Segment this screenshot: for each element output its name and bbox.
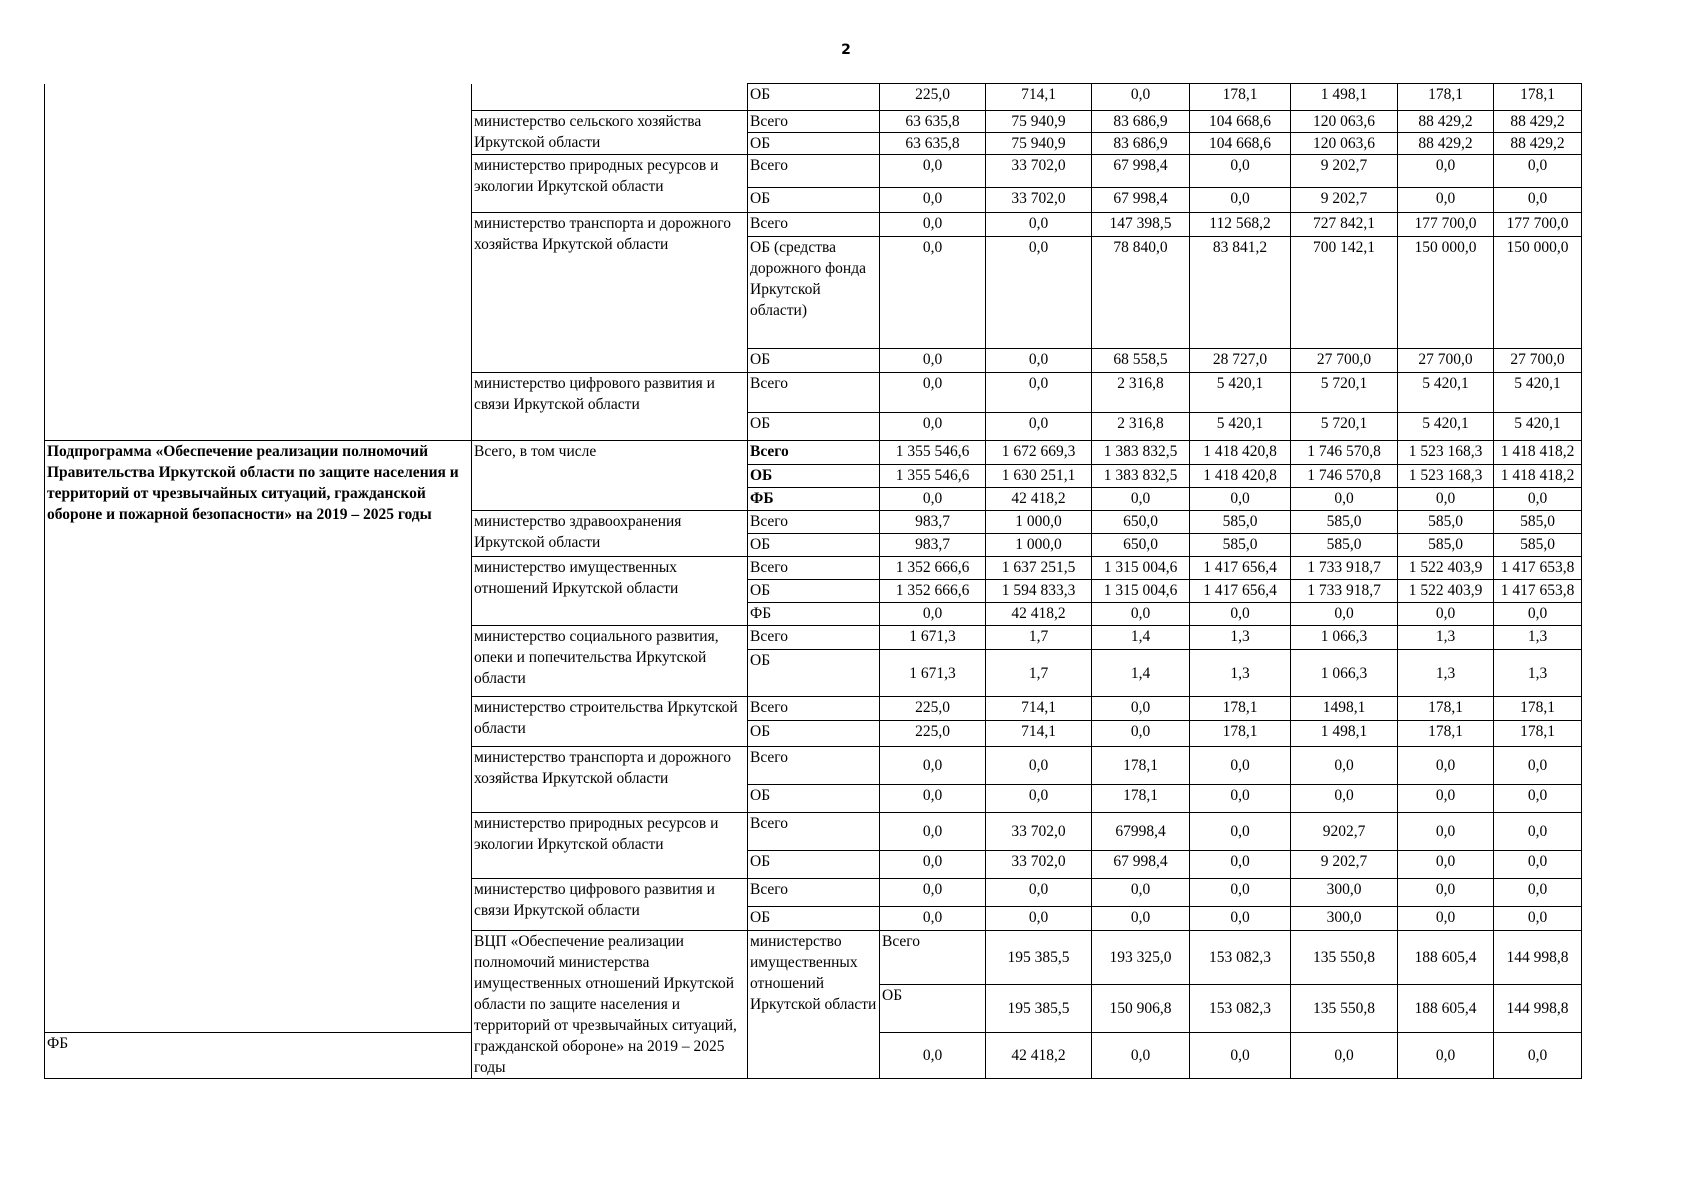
value-cell: 0,0 [1398,603,1494,626]
value-cell: 1 671,3 [880,626,986,650]
value-cell: 983,7 [880,534,986,557]
value-cell: 0,0 [1190,907,1291,931]
value-cell: 0,0 [1398,188,1494,213]
value-cell: 120 063,6 [1291,111,1398,133]
value-cell: 1 066,3 [1291,626,1398,650]
page-number: 2 [841,42,851,58]
value-cell: 178,1 [1398,721,1494,747]
funding-source-cell: Всего [748,155,880,188]
value-cell: 1 315 004,6 [1092,580,1190,603]
funding-source-cell: ОБ [748,851,880,879]
value-cell: 650,0 [1092,511,1190,534]
value-cell: 67998,4 [1092,813,1190,851]
value-cell: 0,0 [1494,785,1582,813]
funding-source-cell: ОБ (средства дорожного фонда Иркутской области) [748,237,880,349]
value-cell: 225,0 [880,721,986,747]
funding-source-cell: ФБ [748,488,880,511]
value-cell: 0,0 [986,237,1092,349]
value-cell: 2 316,8 [1092,413,1190,441]
funding-source-cell: ОБ [748,84,880,111]
value-cell: 5 420,1 [1398,373,1494,413]
value-cell: 0,0 [1398,813,1494,851]
value-cell: 68 558,5 [1092,349,1190,373]
value-cell: 5 420,1 [1190,373,1291,413]
value-cell: 225,0 [880,697,986,721]
value-cell: 0,0 [1494,813,1582,851]
value-cell: 0,0 [1494,851,1582,879]
value-cell: 1 418 418,2 [1494,465,1582,488]
value-cell: 1 417 656,4 [1190,557,1291,580]
value-cell: 0,0 [1190,1033,1291,1079]
value-cell: 5 720,1 [1291,373,1398,413]
value-cell: 585,0 [1494,511,1582,534]
value-cell: 0,0 [1092,721,1190,747]
value-cell: 67 998,4 [1092,155,1190,188]
department-cell: министерство цифрового развития и связи Иркутской области [472,879,748,931]
value-cell: 5 420,1 [1398,413,1494,441]
funding-source-cell: Всего [880,931,986,985]
value-cell: 0,0 [986,373,1092,413]
value-cell: 67 998,4 [1092,188,1190,213]
value-cell: 1 630 251,1 [986,465,1092,488]
value-cell: 9 202,7 [1291,188,1398,213]
value-cell: 0,0 [1092,907,1190,931]
value-cell: 714,1 [986,84,1092,111]
funding-source-cell: ОБ [748,133,880,155]
value-cell: 0,0 [1190,188,1291,213]
value-cell: 9 202,7 [1291,155,1398,188]
table-row [45,84,1582,111]
department-cell: министерство здравоохранения Иркутской области [472,511,748,557]
value-cell: 650,0 [1092,534,1190,557]
funding-source-cell: Всего [748,441,880,465]
value-cell: 0,0 [880,488,986,511]
value-cell: 0,0 [1190,603,1291,626]
value-cell: 1 418 420,8 [1190,441,1291,465]
value-cell: 1 523 168,3 [1398,441,1494,465]
value-cell: 63 635,8 [880,111,986,133]
value-cell: 1 417 653,8 [1494,580,1582,603]
value-cell: 1 594 833,3 [986,580,1092,603]
value-cell: 83 686,9 [1092,111,1190,133]
value-cell: 83 841,2 [1190,237,1291,349]
funding-source-cell: ОБ [748,465,880,488]
value-cell: 1 733 918,7 [1291,557,1398,580]
value-cell: 0,0 [986,907,1092,931]
value-cell: 1 746 570,8 [1291,441,1398,465]
value-cell: 0,0 [880,907,986,931]
funding-source-cell: Всего [748,373,880,413]
value-cell: 178,1 [1092,747,1190,785]
value-cell: 1 355 546,6 [880,441,986,465]
value-cell: 28 727,0 [1190,349,1291,373]
value-cell: 0,0 [1291,488,1398,511]
value-cell: 42 418,2 [986,603,1092,626]
value-cell: 585,0 [1190,511,1291,534]
value-cell: 1 733 918,7 [1291,580,1398,603]
value-cell: 0,0 [1092,697,1190,721]
value-cell: 150 000,0 [1398,237,1494,349]
funding-source-cell: ОБ [748,907,880,931]
value-cell: 0,0 [986,413,1092,441]
value-cell: 0,0 [1190,488,1291,511]
value-cell: 1 352 666,6 [880,557,986,580]
table-row [45,441,1582,465]
value-cell: 75 940,9 [986,111,1092,133]
funding-source-cell: ОБ [748,721,880,747]
budget-table [44,83,1582,1079]
value-cell: 1 418 420,8 [1190,465,1291,488]
value-cell: 0,0 [1291,747,1398,785]
value-cell: 0,0 [880,603,986,626]
value-cell: 0,0 [880,213,986,237]
value-cell: 78 840,0 [1092,237,1190,349]
funding-source-cell: Всего [748,626,880,650]
value-cell: 585,0 [1398,534,1494,557]
value-cell: 0,0 [1092,1033,1190,1079]
value-cell: 983,7 [880,511,986,534]
value-cell: 1 523 168,3 [1398,465,1494,488]
funding-source-cell: Всего [748,557,880,580]
value-cell: 585,0 [1291,511,1398,534]
department-cell: министерство строительства Иркутской области [472,697,748,747]
value-cell: 120 063,6 [1291,133,1398,155]
value-cell: 147 398,5 [1092,213,1190,237]
value-cell: 225,0 [880,84,986,111]
value-cell: 193 325,0 [1092,931,1190,985]
value-cell: 585,0 [1190,534,1291,557]
value-cell: 178,1 [1092,785,1190,813]
value-cell: 0,0 [1494,907,1582,931]
funding-source-cell: ОБ [748,785,880,813]
value-cell: 177 700,0 [1494,213,1582,237]
value-cell: 1,3 [1190,626,1291,650]
value-cell: 0,0 [1494,747,1582,785]
value-cell: 1 498,1 [1291,721,1398,747]
value-cell: 0,0 [880,373,986,413]
funding-source-cell: ФБ [748,603,880,626]
value-cell: 0,0 [1092,879,1190,907]
value-cell: 0,0 [986,747,1092,785]
value-cell: 0,0 [1291,603,1398,626]
section-cell [45,84,472,441]
value-cell: 0,0 [986,349,1092,373]
value-cell: 0,0 [986,785,1092,813]
value-cell: 0,0 [880,237,986,349]
value-cell: 33 702,0 [986,188,1092,213]
value-cell: 188 605,4 [1398,985,1494,1033]
funding-source-cell: ОБ [748,188,880,213]
funding-source-cell: Всего [748,213,880,237]
value-cell: 300,0 [1291,907,1398,931]
value-cell: 153 082,3 [1190,931,1291,985]
department-cell: министерство имущественных отношений Иркутской области [472,557,748,626]
value-cell: 63 635,8 [880,133,986,155]
value-cell: 1,4 [1092,650,1190,697]
funding-source-cell: ОБ [748,580,880,603]
department-cell: Всего, в том числе [472,441,748,511]
funding-source-cell: Всего [748,697,880,721]
value-cell: 0,0 [1494,488,1582,511]
funding-source-cell: Всего [748,879,880,907]
value-cell: 0,0 [1190,785,1291,813]
value-cell: 1,3 [1398,650,1494,697]
funding-source-cell: Всего [748,813,880,851]
funding-source-cell: Всего [748,511,880,534]
value-cell: 0,0 [880,813,986,851]
value-cell: 104 668,6 [1190,133,1291,155]
value-cell: 178,1 [1398,84,1494,111]
value-cell: 1 522 403,9 [1398,580,1494,603]
value-cell: 75 940,9 [986,133,1092,155]
value-cell: 0,0 [1398,1033,1494,1079]
value-cell: 150 000,0 [1494,237,1582,349]
funding-source-cell: ФБ [45,1033,472,1079]
value-cell: 0,0 [1092,84,1190,111]
value-cell: 0,0 [1398,155,1494,188]
value-cell: 1 672 669,3 [986,441,1092,465]
value-cell: 135 550,8 [1291,931,1398,985]
value-cell: 88 429,2 [1494,111,1582,133]
value-cell: 0,0 [880,413,986,441]
value-cell: 1,3 [1494,626,1582,650]
value-cell: 104 668,6 [1190,111,1291,133]
value-cell: 0,0 [1190,155,1291,188]
program-title: Подпрограмма «Обеспечение реализации полномочий Правительства Иркутской области по защите населения и территорий от чрезвычайных ситуаций, гражданской обороне и пожарной безопасности» на 2019 – 2025 годы [45,441,472,1033]
value-cell: 135 550,8 [1291,985,1398,1033]
value-cell: 178,1 [1190,721,1291,747]
value-cell: 5 420,1 [1494,413,1582,441]
value-cell: 1 498,1 [1291,84,1398,111]
value-cell: 0,0 [1494,188,1582,213]
value-cell: 727 842,1 [1291,213,1398,237]
value-cell: 0,0 [880,879,986,907]
value-cell: 0,0 [1494,603,1582,626]
value-cell: 88 429,2 [1398,133,1494,155]
value-cell: 2 316,8 [1092,373,1190,413]
value-cell: 0,0 [1190,813,1291,851]
funding-source-cell: ОБ [748,534,880,557]
value-cell: 27 700,0 [1494,349,1582,373]
value-cell: 585,0 [1398,511,1494,534]
value-cell: 5 420,1 [1494,373,1582,413]
value-cell: 714,1 [986,697,1092,721]
value-cell: 0,0 [880,1033,986,1079]
value-cell: 1 637 251,5 [986,557,1092,580]
value-cell: 33 702,0 [986,155,1092,188]
value-cell: 0,0 [1190,879,1291,907]
value-cell: 1 315 004,6 [1092,557,1190,580]
value-cell: 0,0 [986,213,1092,237]
value-cell: 178,1 [1190,697,1291,721]
value-cell: 1 671,3 [880,650,986,697]
value-cell: 33 702,0 [986,813,1092,851]
value-cell: 1,3 [1494,650,1582,697]
value-cell: 88 429,2 [1398,111,1494,133]
funding-source-cell: ОБ [748,413,880,441]
department-cell: министерство имущественных отношений Иркутской области [748,931,880,1079]
value-cell: 1 417 656,4 [1190,580,1291,603]
value-cell: 1,4 [1092,626,1190,650]
value-cell: 1 418 418,2 [1494,441,1582,465]
value-cell: 178,1 [1398,697,1494,721]
value-cell: 0,0 [880,349,986,373]
funding-source-cell: ОБ [748,650,880,697]
value-cell: 0,0 [880,785,986,813]
value-cell: 1 000,0 [986,511,1092,534]
value-cell: 1,3 [1398,626,1494,650]
value-cell: 0,0 [1190,747,1291,785]
value-cell: 9202,7 [1291,813,1398,851]
value-cell: 0,0 [1092,488,1190,511]
value-cell: 42 418,2 [986,1033,1092,1079]
value-cell: 178,1 [1494,84,1582,111]
value-cell: 83 686,9 [1092,133,1190,155]
value-cell: 0,0 [1398,879,1494,907]
value-cell: 585,0 [1494,534,1582,557]
value-cell: 300,0 [1291,879,1398,907]
value-cell: 1 355 546,6 [880,465,986,488]
funding-source-cell: Всего [748,111,880,133]
value-cell: 0,0 [1291,1033,1398,1079]
value-cell: 0,0 [880,747,986,785]
value-cell: 0,0 [1494,1033,1582,1079]
value-cell: 88 429,2 [1494,133,1582,155]
value-cell: 700 142,1 [1291,237,1398,349]
value-cell: 144 998,8 [1494,985,1582,1033]
value-cell: 5 720,1 [1291,413,1398,441]
funding-source-cell: ОБ [880,985,986,1033]
value-cell: 0,0 [1398,488,1494,511]
value-cell: 1,7 [986,650,1092,697]
department-cell: министерство социального развития, опеки и попечительства Иркутской области [472,626,748,697]
value-cell: 0,0 [1190,851,1291,879]
value-cell: 1 417 653,8 [1494,557,1582,580]
department-cell: министерство транспорта и дорожного хозяйства Иркутской области [472,213,748,373]
value-cell: 585,0 [1291,534,1398,557]
value-cell: 5 420,1 [1190,413,1291,441]
value-cell: 0,0 [1092,603,1190,626]
value-cell: 195 385,5 [986,985,1092,1033]
value-cell: 178,1 [1190,84,1291,111]
value-cell: 1,7 [986,626,1092,650]
value-cell: 1 000,0 [986,534,1092,557]
value-cell: 1498,1 [1291,697,1398,721]
value-cell: 1 352 666,6 [880,580,986,603]
value-cell: 0,0 [880,188,986,213]
value-cell: 0,0 [1494,879,1582,907]
value-cell: 27 700,0 [1291,349,1398,373]
value-cell: 0,0 [1398,747,1494,785]
value-cell: 42 418,2 [986,488,1092,511]
value-cell: 0,0 [1494,155,1582,188]
value-cell: 177 700,0 [1398,213,1494,237]
value-cell: 0,0 [986,879,1092,907]
value-cell: 153 082,3 [1190,985,1291,1033]
value-cell: 1 522 403,9 [1398,557,1494,580]
department-cell: министерство природных ресурсов и экологии Иркутской области [472,155,748,213]
value-cell: 188 605,4 [1398,931,1494,985]
value-cell: 1 746 570,8 [1291,465,1398,488]
value-cell: 0,0 [1398,785,1494,813]
value-cell: 33 702,0 [986,851,1092,879]
value-cell: 1 066,3 [1291,650,1398,697]
value-cell: 1 383 832,5 [1092,465,1190,488]
value-cell: 112 568,2 [1190,213,1291,237]
department-cell: министерство сельского хозяйства Иркутской области [472,111,748,155]
value-cell: 1,3 [1190,650,1291,697]
value-cell: 27 700,0 [1398,349,1494,373]
value-cell: 1 383 832,5 [1092,441,1190,465]
value-cell: 0,0 [1398,851,1494,879]
funding-source-cell: ОБ [748,349,880,373]
program-title: ВЦП «Обеспечение реализации полномочий министерства имущественных отношений Иркутской области по защите населения и территорий от чрезвычайных ситуаций, гражданской обороне» на 2019 – 2025 годы [472,931,748,1079]
value-cell: 0,0 [880,851,986,879]
value-cell: 178,1 [1494,721,1582,747]
value-cell: 178,1 [1494,697,1582,721]
value-cell: 714,1 [986,721,1092,747]
value-cell: 195 385,5 [986,931,1092,985]
department-cell: министерство транспорта и дорожного хозяйства Иркутской области [472,747,748,813]
value-cell: 0,0 [1291,785,1398,813]
value-cell: 0,0 [1398,907,1494,931]
value-cell: 144 998,8 [1494,931,1582,985]
department-cell [472,84,748,111]
department-cell: министерство цифрового развития и связи Иркутской области [472,373,748,441]
funding-source-cell: Всего [748,747,880,785]
value-cell: 9 202,7 [1291,851,1398,879]
value-cell: 150 906,8 [1092,985,1190,1033]
department-cell: министерство природных ресурсов и экологии Иркутской области [472,813,748,879]
value-cell: 0,0 [880,155,986,188]
value-cell: 67 998,4 [1092,851,1190,879]
table-body [45,84,1582,1079]
